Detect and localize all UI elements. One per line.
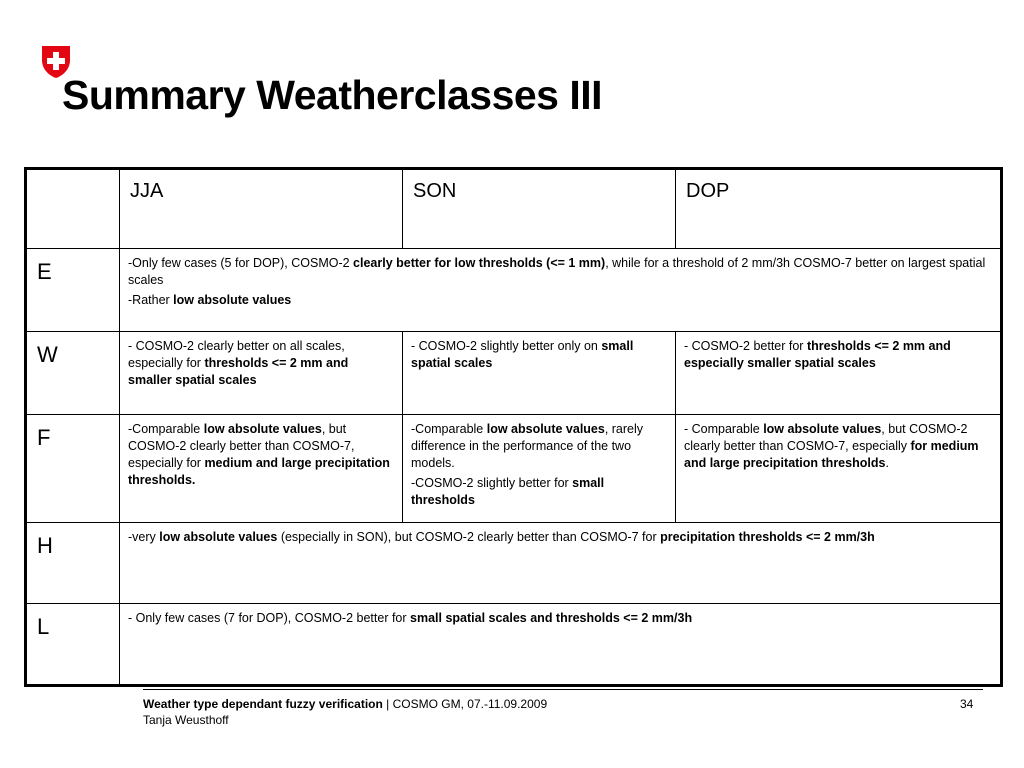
cell-paragraph: -COSMO-2 slightly better for small thresholds xyxy=(411,476,605,507)
footer-title: Weather type dependant fuzzy verification | COSMO GM, 07.-11.09.2009 xyxy=(143,697,548,711)
row-label-w: W xyxy=(26,332,120,415)
merged-cell-h xyxy=(120,523,1002,604)
weatherclass-summary-table xyxy=(24,167,1003,687)
cell-paragraph: -very low absolute values (especially in SON), but COSMO-2 clearly better than COSMO-7 for precipitation thresholds <= 2 mm/3h xyxy=(128,530,875,544)
cell-paragraph: -Rather low absolute values xyxy=(128,293,292,307)
cell-paragraph: - COSMO-2 clearly better on all scales, especially for thresholds <= 2 mm and smaller spatial scales xyxy=(128,339,349,387)
page-number: 34 xyxy=(960,697,974,711)
merged-cell-l xyxy=(120,604,1002,686)
cell-w-dop xyxy=(676,332,1002,415)
table-header-row xyxy=(26,169,1002,249)
row-label-h: H xyxy=(26,523,120,604)
footer-divider xyxy=(143,689,983,690)
cell-f-son xyxy=(403,415,676,523)
cell-w-jja xyxy=(120,332,403,415)
footer-author: Tanja Weusthoff xyxy=(143,713,229,727)
header-cell-jja: JJA xyxy=(120,169,403,249)
cell-paragraph: - Comparable low absolute values, but COSMO-2 clearly better than COSMO-7, especially for medium and large precipitation thresholds. xyxy=(684,422,979,470)
cell-paragraph: -Comparable low absolute values, but COSMO-2 clearly better than COSMO-7, especially for medium and large precipitation thresholds. xyxy=(128,422,390,487)
table-row xyxy=(26,332,1002,415)
cell-f-jja xyxy=(120,415,403,523)
cell-f-dop xyxy=(676,415,1002,523)
cell-paragraph: -Only few cases (5 for DOP), COSMO-2 clearly better for low thresholds (<= 1 mm), while for a threshold of 2 mm/3h COSMO-7 better on largest spatial scales xyxy=(128,256,986,287)
row-label-f: F xyxy=(26,415,120,523)
table-row xyxy=(26,523,1002,604)
row-label-e: E xyxy=(26,249,120,332)
cell-paragraph: - Only few cases (7 for DOP), COSMO-2 better for small spatial scales and thresholds <= 2 mm/3h xyxy=(128,611,693,625)
header-cell-son: SON xyxy=(403,169,676,249)
table-row xyxy=(26,604,1002,686)
page-title: Summary Weatherclasses III xyxy=(62,72,603,118)
merged-cell-e xyxy=(120,249,1002,332)
cell-paragraph: - COSMO-2 slightly better only on small spatial scales xyxy=(411,339,634,370)
cell-w-son xyxy=(403,332,676,415)
cell-paragraph: - COSMO-2 better for thresholds <= 2 mm and especially smaller spatial scales xyxy=(684,339,951,370)
table-row xyxy=(26,249,1002,332)
row-label-l: L xyxy=(26,604,120,686)
header-cell-dop: DOP xyxy=(676,169,1002,249)
cell-paragraph: -Comparable low absolute values, rarely difference in the performance of the two models. xyxy=(411,422,644,470)
header-cell-empty xyxy=(26,169,120,249)
table-row xyxy=(26,415,1002,523)
